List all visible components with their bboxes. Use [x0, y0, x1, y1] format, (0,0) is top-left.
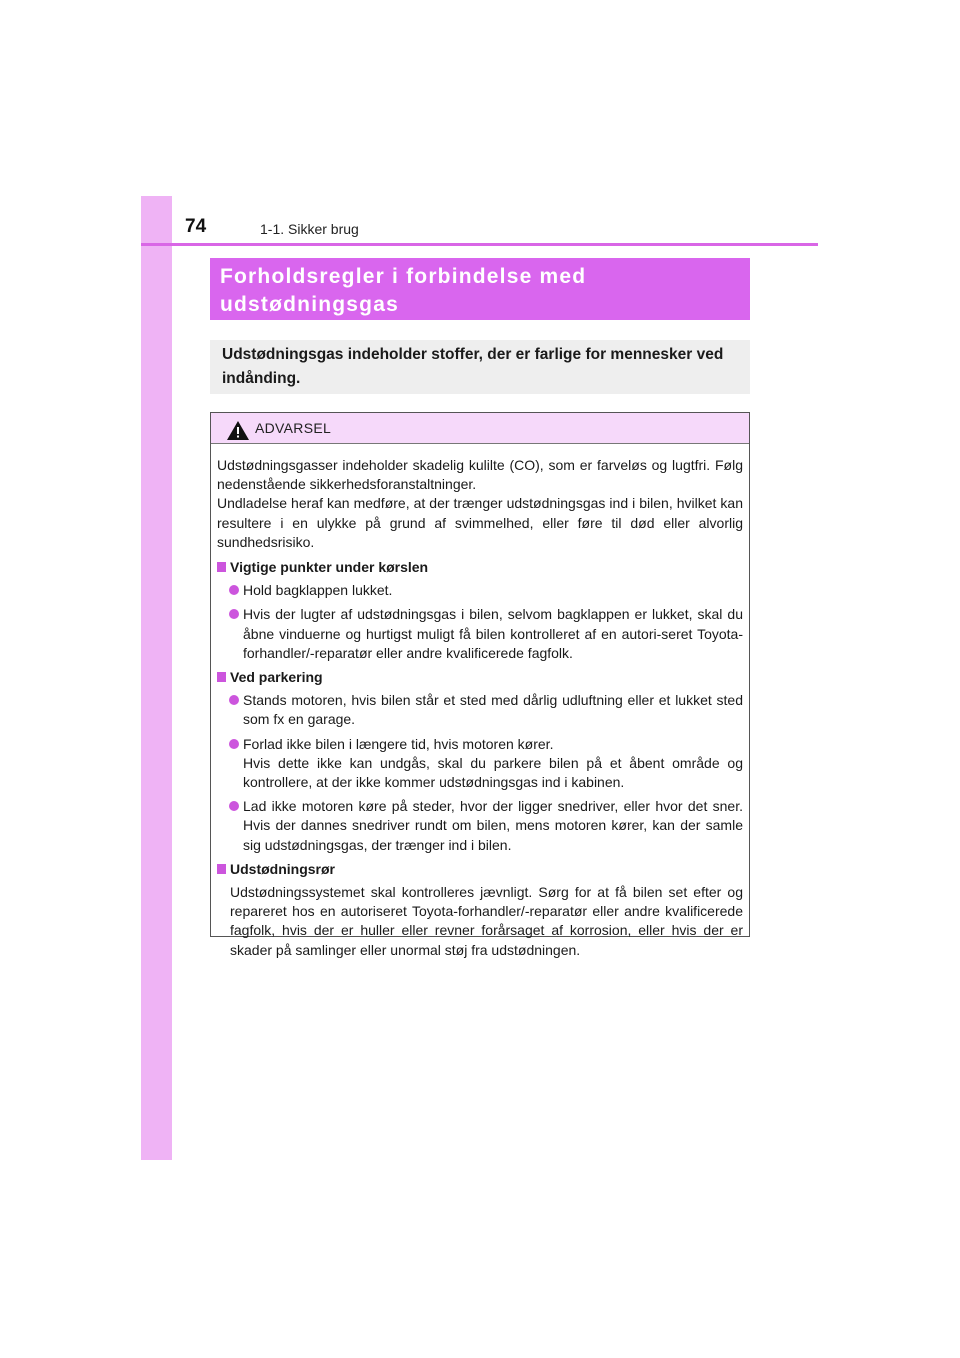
- chapter-side-strip: [141, 196, 172, 1160]
- page-number: 74: [185, 216, 207, 237]
- round-bullet-icon: [229, 739, 239, 749]
- list-item-text: Stands motoren, hvis bilen står et sted med dårlig udluftning eller et lukket sted som fx en garage.: [243, 692, 743, 728]
- list-item-text: Hold bagklappen lukket.: [243, 582, 393, 599]
- heading-text: Ved parkering: [230, 669, 323, 686]
- list-item-text: Lad ikke motoren køre på steder, hvor der ligger snedriver, eller hvor det sner. Hvis der dannes snedriver rundt om bilen, mens motoren kører, kan der samle sig udstødningsgas, der trænger ind i bilen.: [243, 798, 743, 853]
- list-item-text: [243, 735, 743, 793]
- section-label: 1-1. Sikker brug: [260, 221, 359, 237]
- square-bullet-icon: [217, 562, 226, 572]
- round-bullet-icon: [229, 585, 239, 595]
- list-item: [229, 735, 743, 793]
- exhaust-pipe-text: Udstødningssystemet skal kontrolleres jævnligt. Sørg for at få bilen set efter og repareret hos en autoriseret Toyota-forhandler/-reparatør eller andre kvalificerede fagfolk, hvis der er huller eller revner forårsaget af korrosion, eller hvis der er skader på samlinger eller unormal støj fra udstødningen.: [230, 884, 743, 958]
- heading-exhaust-pipe: [217, 860, 743, 879]
- intro-text: Udstødningsgas indeholder stoffer, der er farlige for mennesker ved indånding.: [222, 346, 724, 387]
- warning-header: [211, 413, 749, 444]
- heading-text: Vigtige punkter under kørslen: [230, 559, 429, 576]
- heading-parking: [217, 668, 743, 687]
- round-bullet-icon: [229, 609, 239, 619]
- list-item-continuation: Hvis dette ikke kan undgås, skal du parkere bilen på et åbent område og kontrollere, at der ikke kommer udstødningsgas ind i kabinen.: [243, 754, 743, 791]
- round-bullet-icon: [229, 801, 239, 811]
- heading-text: Udstødningsrør: [230, 860, 335, 877]
- header-rule: [141, 243, 818, 246]
- list-item-line: Forlad ikke bilen i længere tid, hvis motoren kører.: [243, 735, 554, 752]
- round-bullet-icon: [229, 695, 239, 705]
- list-item: [229, 581, 743, 600]
- section-title-box: [210, 258, 750, 320]
- list-item-text: Hvis der lugter af udstødningsgas i bilen, selvom bagklappen er lukket, skal du åbne vinduerne og hurtigst muligt få bilen kontrolleret af en autori-seret Toyota-forhandler/-reparatør eller andre kvalificerede fagfolk.: [243, 606, 743, 661]
- warning-paragraph-2: Undladelse heraf kan medføre, at der trænger udstødningsgas ind i bilen, hvilket kan resultere i en ulykke på grund af svimmelhed, eller føre til død eller alvorlig sundhedsrisiko.: [217, 495, 743, 550]
- section-title: Forholdsregler i forbindelse med udstødningsgas: [220, 265, 587, 316]
- warning-triangle-icon: [227, 421, 249, 440]
- warning-paragraph-1: Udstødningsgasser indeholder skadelig kulilte (CO), som er farveløs og lugtfri. Følg nedenstående sikkerhedsforanstaltninger.: [217, 457, 743, 493]
- square-bullet-icon: [217, 864, 226, 874]
- intro-box: [210, 340, 750, 394]
- list-item: [229, 691, 743, 729]
- list-item: [229, 605, 743, 663]
- square-bullet-icon: [217, 672, 226, 682]
- warning-label: ADVARSEL: [255, 420, 332, 436]
- warning-box: [210, 412, 750, 958]
- list-item: [229, 797, 743, 855]
- warning-body: [211, 444, 749, 960]
- heading-driving: [217, 558, 743, 577]
